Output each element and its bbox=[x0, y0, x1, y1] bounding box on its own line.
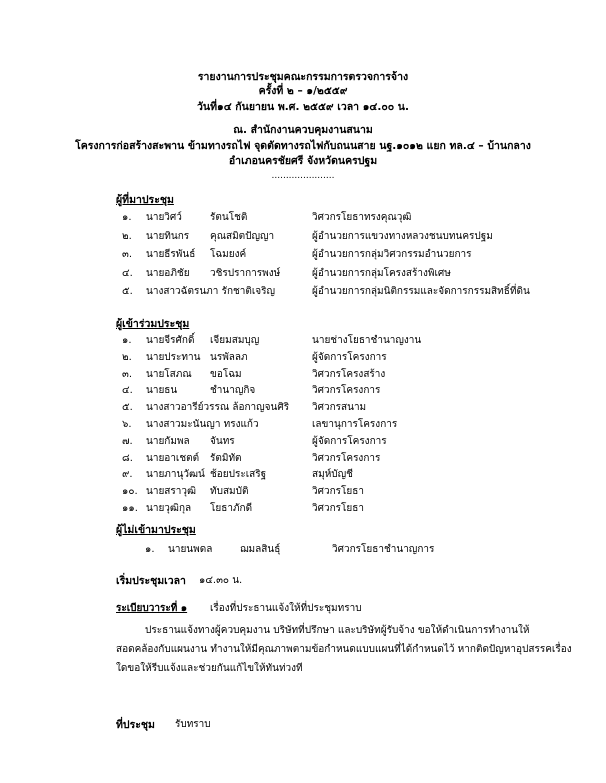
attendees-first: นางสาวฉัตรนภา รักชาติเจริญ bbox=[146, 286, 276, 297]
participants-last: นรพัลลภ bbox=[210, 351, 248, 363]
attendees-first: นายวิศว์ bbox=[146, 212, 182, 223]
participants-num: ๗. bbox=[122, 435, 133, 447]
participants-row bbox=[0, 383, 606, 399]
participants-row bbox=[0, 333, 606, 349]
attendees-row bbox=[0, 229, 606, 245]
participants-last: ช้อยประเสริฐ bbox=[210, 469, 267, 481]
attendees-role: วิศวกรโยธาทรงคุณวุฒิ bbox=[312, 212, 412, 223]
participants-role: เลขานุการโครงการ bbox=[312, 419, 398, 430]
attendees-num: ๕. bbox=[122, 286, 133, 297]
participants-row bbox=[0, 400, 606, 416]
participants-last: ชำนาญกิจ bbox=[210, 385, 256, 397]
participants-role: วิศวกรโครงการ bbox=[312, 385, 381, 397]
start-time-value: ๑๔.๓๐ น. bbox=[199, 575, 243, 586]
participants-last: ขอโฉม bbox=[210, 368, 242, 380]
meeting-number: ครั้งที่ ๒ – ๑/๒๕๕๙ bbox=[258, 85, 348, 97]
participants-first: นายวุฒิกุล bbox=[146, 503, 192, 514]
participants-row bbox=[0, 467, 606, 483]
participants-num: ๑. bbox=[122, 335, 132, 346]
participants-role: วิศวกรโครงสร้าง bbox=[312, 368, 386, 380]
participants-last: รัตมิทัต bbox=[210, 452, 242, 464]
absent-num: ๑. bbox=[145, 544, 155, 555]
attendees-row bbox=[0, 247, 606, 263]
participants-row bbox=[0, 417, 606, 433]
participants-num: ๓. bbox=[122, 368, 133, 380]
project-district: อำเภอนครชัยศรี จังหวัดนครปฐม bbox=[228, 155, 378, 167]
attendees-role: ผู้อำนวยการกลุ่มนิติกรรมและจัดการกรรมสิทธิ์ที่ดิน bbox=[312, 286, 530, 297]
participants-first: นายกัมพล bbox=[146, 435, 190, 447]
participants-role: ผู้จัดการโครงการ bbox=[312, 351, 387, 363]
participants-num: ๔. bbox=[122, 385, 133, 397]
participants-first: นายประทาน bbox=[146, 351, 201, 363]
participants-last: เจียมสมบุญ bbox=[210, 335, 260, 346]
start-time-label: เริ่มประชุมเวลา bbox=[116, 575, 186, 587]
absent-last: ฌมลสินธุ์ bbox=[240, 544, 281, 555]
attendees-row bbox=[0, 210, 606, 226]
attendees-last: รัตนโชติ bbox=[210, 212, 248, 223]
participants-first: นายธน bbox=[146, 385, 178, 397]
participants-first: นายสราวุฒิ bbox=[146, 486, 197, 498]
attendees-row bbox=[0, 284, 606, 300]
participants-role: นายช่างโยธาชำนาญงาน bbox=[312, 335, 422, 346]
participants-row bbox=[0, 434, 606, 450]
participants-last: ทับสมบัติ bbox=[210, 486, 249, 498]
participants-last: จันทร bbox=[210, 435, 235, 447]
participants-last: โยธาภักดี bbox=[210, 503, 253, 514]
participants-role: สมุห์บัญชี bbox=[312, 469, 353, 481]
attendees-row bbox=[0, 266, 606, 282]
agenda-title: เรื่องที่ประธานแจ้งให้ที่ประชุมทราบ bbox=[210, 603, 362, 614]
participants-first: นางสาวอารีย์วรรณ ล้อกาญจนศิริ bbox=[146, 402, 290, 414]
absent-role: วิศวกรโยธาชำนาญการ bbox=[332, 544, 435, 555]
header-divider: ...................... bbox=[271, 171, 335, 181]
participants-num: ๕. bbox=[122, 402, 133, 414]
attendees-role: ผู้อำนวยการกลุ่มโครงสร้างพิเศษ bbox=[312, 267, 451, 279]
participants-first: นางสาวมะนันญา ทรงแก้ว bbox=[146, 419, 259, 430]
absent-row bbox=[0, 542, 606, 558]
agenda-paragraph-line2: สอดคล้องกับแผนงาน ทำงานให้มีคุณภาพตามข้อกำหนดแบบแผนที่ได้กำหนดไว้ หากติดปัญหาอุปสรรคเรื่อง bbox=[116, 644, 572, 655]
attendees-role: ผู้อำนวยการแขวงทางหลวงชนบทนครปฐม bbox=[312, 230, 493, 242]
attendees-first: นายทินกร bbox=[146, 230, 190, 242]
participants-role: วิศวกรโครงการ bbox=[312, 452, 381, 464]
participants-num: ๖. bbox=[122, 419, 132, 430]
participants-num: ๑๐. bbox=[122, 486, 138, 498]
resolution-label: ที่ประชุม bbox=[116, 719, 155, 731]
participants-num: ๙. bbox=[122, 469, 133, 481]
attendees-last: วชิรปราการพงษ์ bbox=[210, 267, 281, 279]
attendees-last: คุณสมิตปัญญา bbox=[210, 230, 275, 242]
resolution-value: รับทราบ bbox=[175, 719, 211, 730]
report-title: รายงานการประชุมคณะกรรมการตรวจการจ้าง bbox=[197, 71, 409, 83]
participants-row bbox=[0, 451, 606, 467]
participants-first: นายภานุวัฒน์ bbox=[146, 469, 205, 481]
project-name: โครงการก่อสร้างสะพาน ข้ามทางรถไฟ จุดตัดทางรถไฟกับถนนสาย นฐ.๑๐๑๒ แยก ทล.๔ – บ้านกลาง bbox=[75, 140, 531, 152]
participants-first: นายอาเชตต์ bbox=[146, 452, 200, 464]
participants-role: ผู้จัดการโครงการ bbox=[312, 435, 387, 447]
participants-row bbox=[0, 484, 606, 500]
attendees-num: ๒. bbox=[122, 230, 132, 242]
attendees-last: โฉมยงค์ bbox=[210, 249, 247, 260]
participants-row bbox=[0, 367, 606, 383]
absent-first: นายนพดล bbox=[168, 544, 213, 555]
agenda-paragraph-line1: ประธานแจ้งทางผู้ควบคุมงาน บริษัทที่ปรึกษา และบริษัทผู้รับจ้าง ขอให้ดำเนินการทำงานให้ bbox=[145, 625, 530, 636]
agenda-heading: ระเบียบวาระที่ ๑ bbox=[116, 603, 188, 614]
attendees-num: ๑. bbox=[122, 212, 132, 223]
meeting-date: วันที่๑๔ กันยายน พ.ศ. ๒๕๕๙ เวลา ๑๔.๐๐ น. bbox=[197, 101, 409, 113]
attendees-role: ผู้อำนวยการกลุ่มวิศวกรรมอำนวยการ bbox=[312, 249, 472, 260]
participants-row bbox=[0, 350, 606, 366]
participants-first: นายจีรศักดิ์ bbox=[146, 335, 195, 346]
participants-role: วิศวกรโยธา bbox=[312, 503, 364, 514]
participants-first: นายโสภณ bbox=[146, 368, 192, 380]
attendees-first: นายธีรพันธ์ bbox=[146, 249, 196, 260]
participants-num: ๒. bbox=[122, 351, 132, 363]
attendees-num: ๓. bbox=[122, 249, 133, 260]
attendees-num: ๔. bbox=[122, 267, 133, 279]
participants-row bbox=[0, 501, 606, 517]
agenda-paragraph-line3: ใดขอให้รีบแจ้งและช่วยกันแก้ไขให้ทันท่วงที bbox=[116, 663, 303, 674]
absent-heading: ผู้ไม่เข้ามาประชุม bbox=[116, 524, 196, 536]
participants-heading: ผู้เข้าร่วมประชุม bbox=[116, 318, 190, 330]
participants-num: ๑๑. bbox=[122, 503, 138, 514]
participants-num: ๘. bbox=[122, 452, 133, 464]
meeting-location: ณ. สำนักงานควบคุมงานสนาม bbox=[233, 124, 373, 136]
attendees-heading: ผู้ที่มาประชุม bbox=[116, 194, 174, 206]
attendees-first: นายอภิชัย bbox=[146, 267, 190, 279]
participants-role: วิศวกรโยธา bbox=[312, 486, 364, 498]
participants-role: วิศวกรสนาม bbox=[312, 402, 367, 414]
